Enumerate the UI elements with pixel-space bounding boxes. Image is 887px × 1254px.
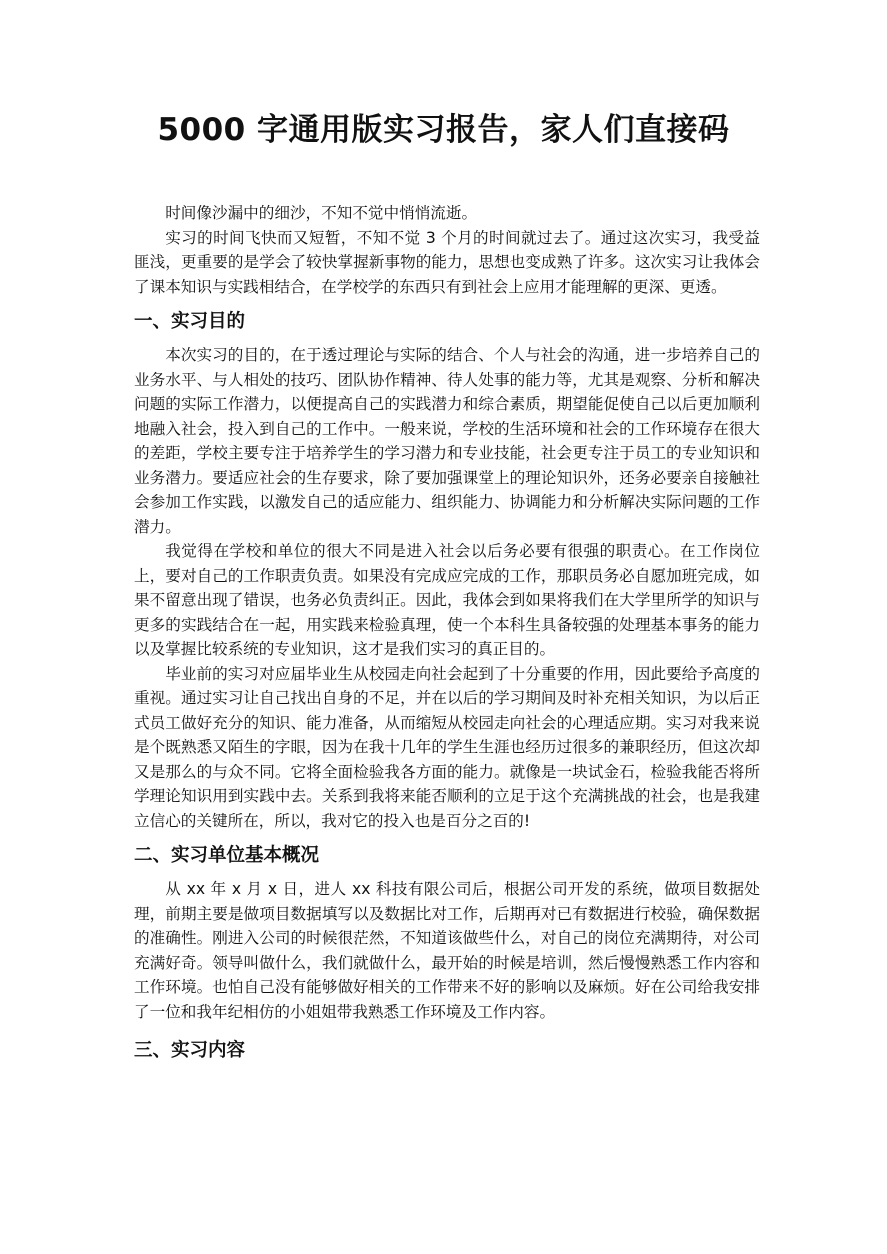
section-heading-company-overview: 二、实习单位基本概况 <box>134 845 320 866</box>
intro-paragraph-2: 实习的时间飞快而又短暂，不知不觉 3 个月的时间就过去了。通过这次实习，我受益匪浅，更重要的是学会了较快掌握新事物的能力，思想也变成熟了许多。这次实习让我体会了课本知识与实践相结合，在学校学的东西只有到社会上应用才能理解的更深、更透。 <box>134 228 760 296</box>
purpose-paragraph-1: 本次实习的目的，在于透过理论与实际的结合、个人与社会的沟通，进一步培养自己的业务水平、与人相处的技巧、团队协作精神、待人处事的能力等，尤其是观察、分析和解决问题的实际工作潜力，以便提高自己的实践潜力和综合素质，期望能促使自己以后更加顺利地融入社会，投入到自己的工作中。一般来说，学校的生活环境和社会的工作环境存在很大的差距，学校主要专注于培养学生的学习潜力和专业技能，社会更专注于员工的专业知识和业务潜力。要适应社会的生存要求，除了要加强课堂上的理论知识外，还务必要亲自接触社会参加工作实践，以激发自己的适应能力、组织能力、协调能力和分析解决实际问题的工作潜力。 <box>134 346 760 536</box>
document-body <box>134 201 760 1072</box>
document-title: 5000 字通用版实习报告，家人们直接码 <box>157 112 730 148</box>
intro-paragraph-1: 时间像沙漏中的细沙，不知不觉中悄悄流逝。 <box>165 204 478 222</box>
purpose-paragraph-3: 毕业前的实习对应届毕业生从校园走向社会起到了十分重要的作用，因此要给予高度的重视。通过实习让自己找出自身的不足，并在以后的学习期间及时补充相关知识，为以后正式员工做好充分的知识、能力准备，从而缩短从校园走向社会的心理适应期。实习对我来说是个既熟悉又陌生的字眼，因为在我十几年的学生生涯也经历过很多的兼职经历，但这次却又是那么的与众不同。它将全面检验我各方面的能力。就像是一块试金石，检验我能否将所学理论知识用到实践中去。关系到我将来能否顺利的立足于这个充满挑战的社会，也是我建立信心的关键所在，所以，我对它的投入也是百分之百的! <box>134 664 760 830</box>
company-overview-paragraph: 从 xx 年 x 月 x 日，进人 xx 科技有限公司后，根据公司开发的系统，做项目数据处理，前期主要是做项目数据填写以及数据比对工作，后期再对已有数据进行校验，确保数据的准确性。刚进入公司的时候很茫然，不知道该做些什么，对自己的岗位充满期待，对公司充满好奇。领导叫做什么，我们就做什么，最开始的时候是培训，然后慢慢熟悉工作内容和工作环境。也怕自己没有能够做好相关的工作带来不好的影响以及麻烦。好在公司给我安排了一位和我年纪相仿的小姐姐带我熟悉工作环境及工作内容。 <box>134 880 760 1021</box>
section-heading-internship-content: 三、实习内容 <box>134 1040 246 1061</box>
section-heading-purpose: 一、实习目的 <box>134 311 246 332</box>
purpose-paragraph-2: 我觉得在学校和单位的很大不同是进入社会以后务必要有很强的职责心。在工作岗位上，要对自己的工作职责负责。如果没有完成应完成的工作，那职员务必自愿加班完成，如果不留意出现了错误，也务必负责纠正。因此，我体会到如果将我们在大学里所学的知识与更多的实践结合在一起，用实践来检验真理，使一个本科生具备较强的处理基本事务的能力以及掌握比较系统的专业知识，这才是我们实习的真正目的。 <box>134 542 760 658</box>
